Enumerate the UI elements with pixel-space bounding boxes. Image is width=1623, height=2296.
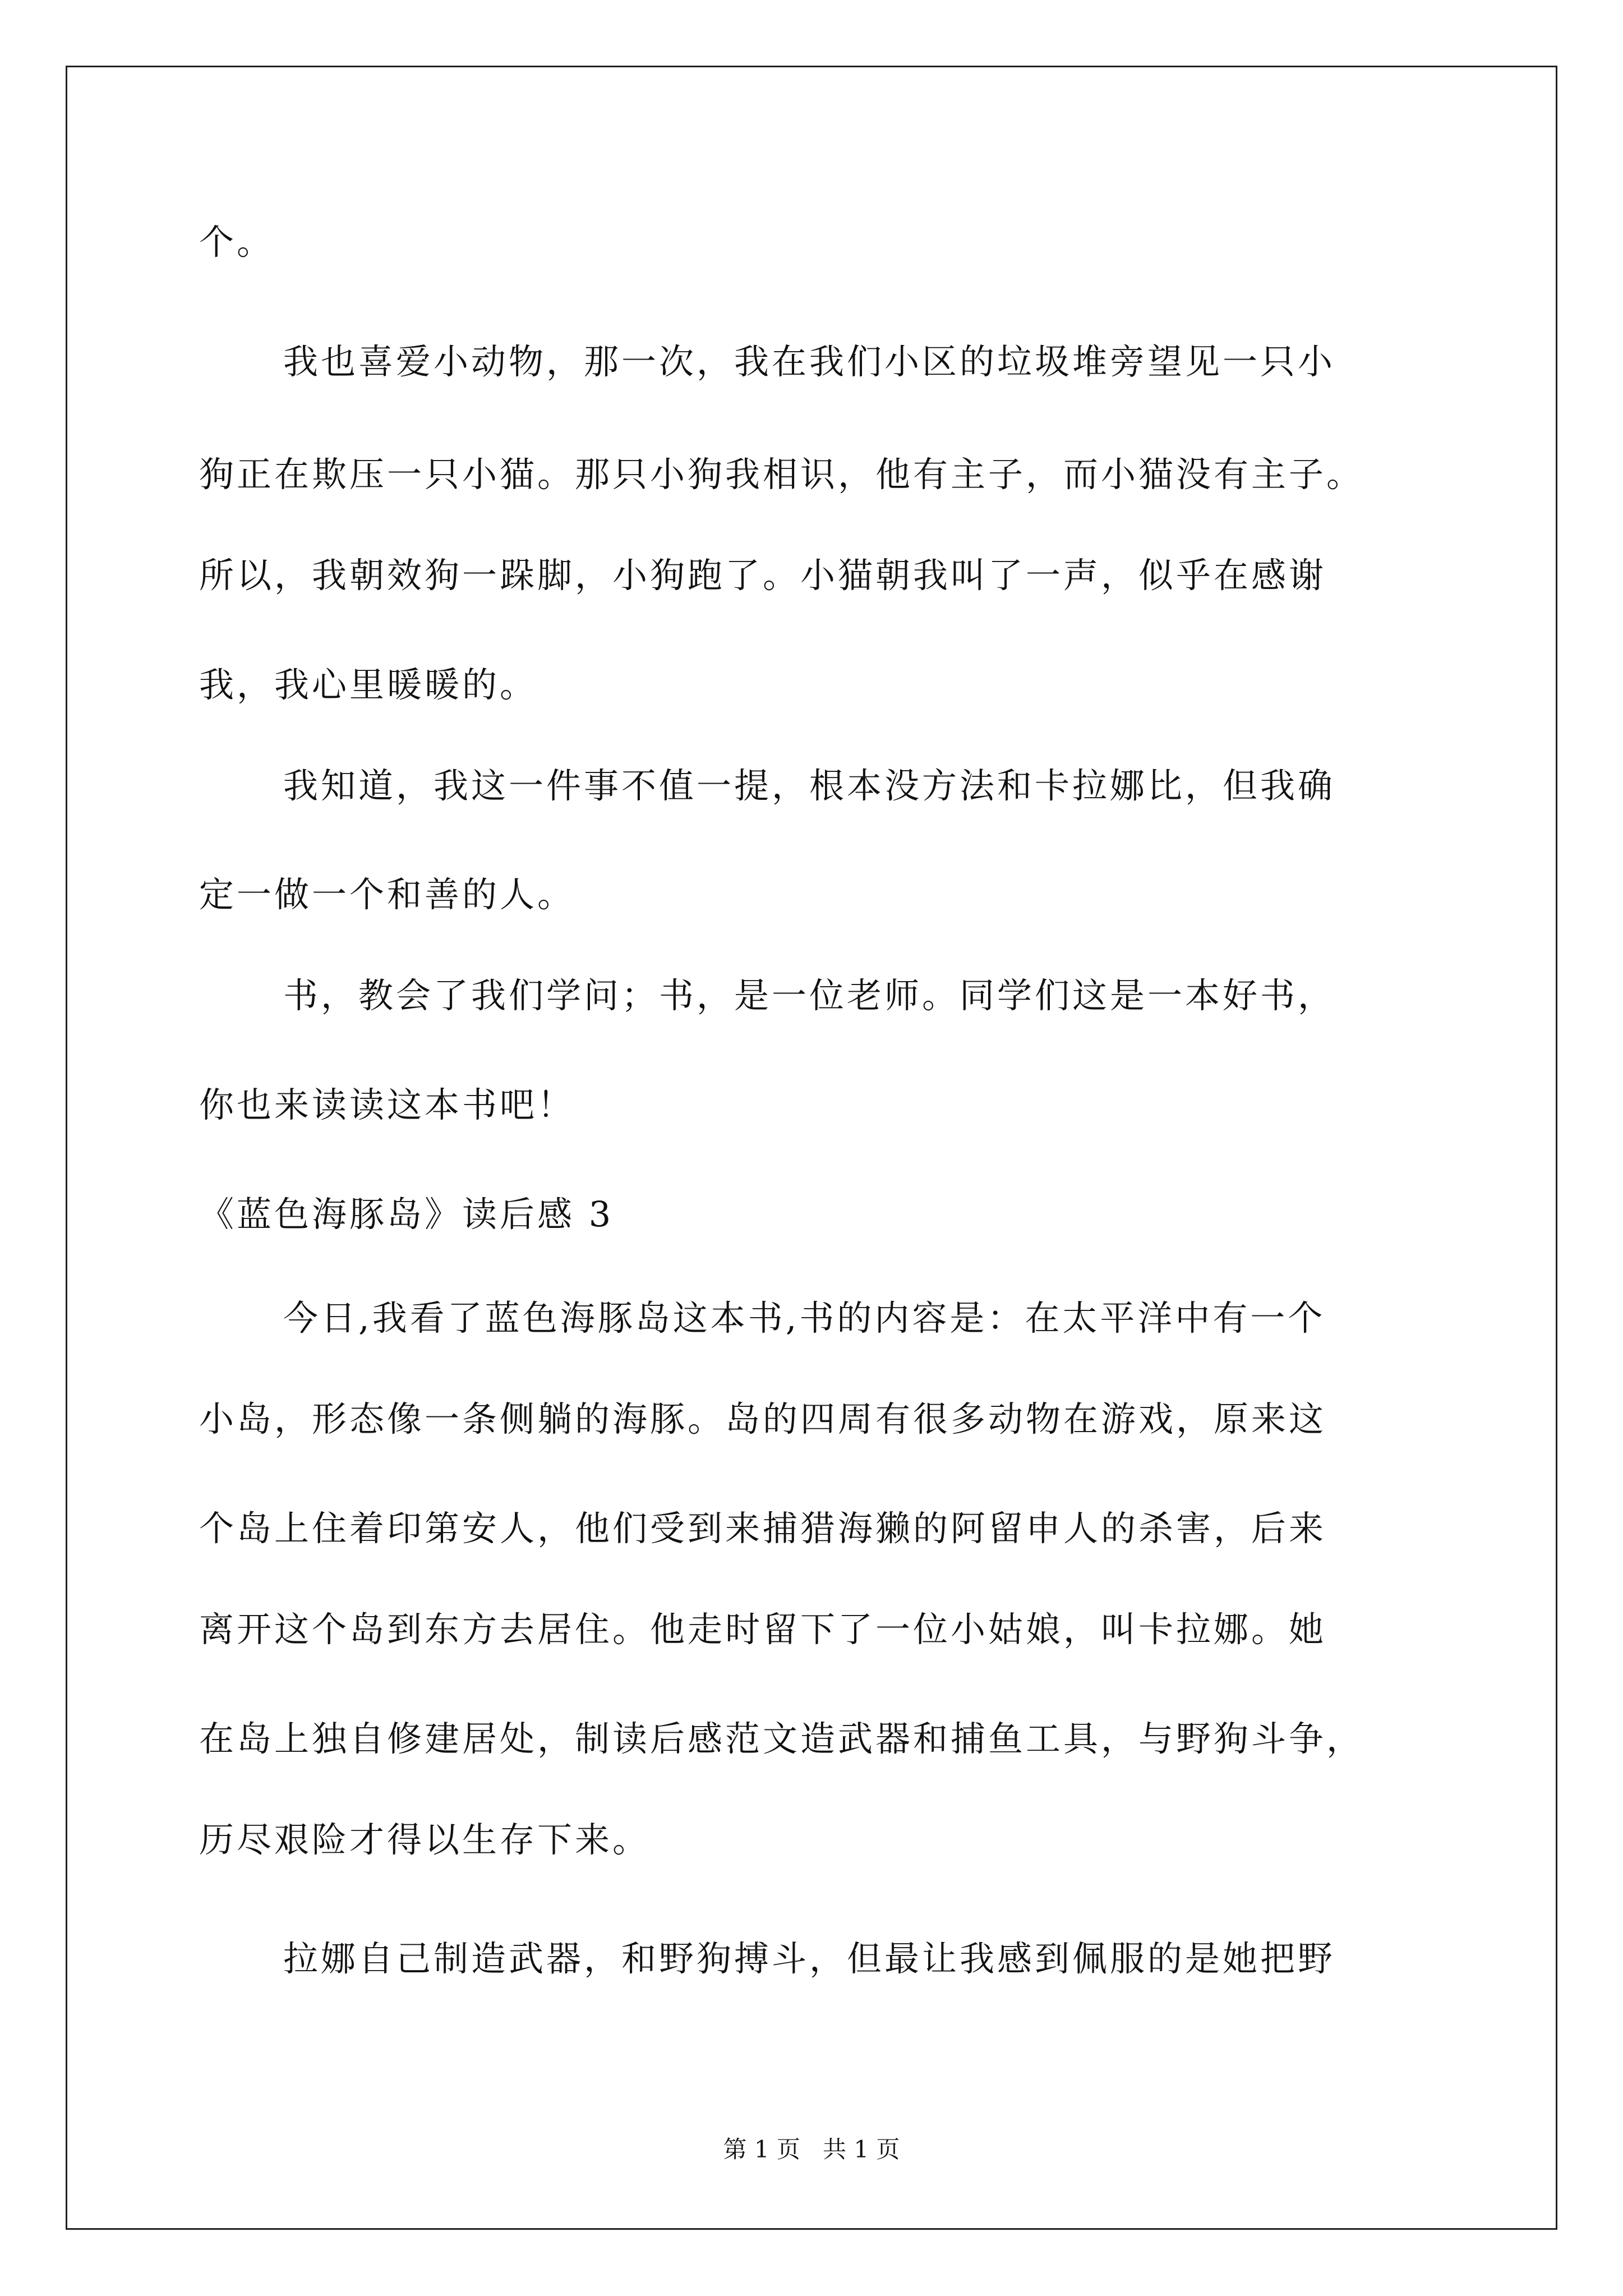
text-line: 个。 <box>199 222 275 263</box>
text-line: 离开这个岛到东方去居住。他走时留下了一位小姑娘，叫卡拉娜。她 <box>199 1609 1327 1650</box>
page-number: 第 1 页 <box>723 2136 800 2163</box>
text-line: 狗正在欺压一只小猫。那只小狗我相识，他有主子，而小猫没有主子。 <box>199 454 1364 495</box>
text-line: 定一做一个和善的人。 <box>199 874 575 915</box>
text-line: 历尽艰险才得以生存下来。 <box>199 1819 651 1860</box>
page-footer <box>0 2133 1623 2166</box>
text-line: 我也喜爱小动物，那一次，我在我们小区的垃圾堆旁望见一只小 <box>283 341 1336 382</box>
text-line: 今日,我看了蓝色海豚岛这本书,书的内容是：在太平洋中有一个 <box>283 1297 1326 1338</box>
page-total: 共 1 页 <box>823 2136 900 2163</box>
text-line: 我知道，我这一件事不值一提，根本没方法和卡拉娜比，但我确 <box>283 765 1336 806</box>
text-line: 你也来读读这本书吧！ <box>199 1084 575 1125</box>
text-line: 我，我心里暖暖的。 <box>199 664 538 705</box>
text-line: 所以，我朝效狗一跺脚，小狗跑了。小猫朝我叫了一声，似乎在感谢 <box>199 555 1327 596</box>
text-line: 书，教会了我们学问；书，是一位老师。同学们这是一本好书， <box>283 975 1336 1016</box>
text-line: 个岛上住着印第安人，他们受到来捕猎海獭的阿留申人的杀害，后来 <box>199 1508 1327 1549</box>
text-line: 拉娜自己制造武器，和野狗搏斗，但最让我感到佩服的是她把野 <box>283 1938 1336 1979</box>
section-heading: 《蓝色海豚岛》读后感 3 <box>199 1194 614 1235</box>
text-line: 在岛上独自修建居处，制读后感范文造武器和捕鱼工具，与野狗斗争， <box>199 1718 1364 1759</box>
text-line: 小岛，形态像一条侧躺的海豚。岛的四周有很多动物在游戏，原来这 <box>199 1398 1327 1439</box>
